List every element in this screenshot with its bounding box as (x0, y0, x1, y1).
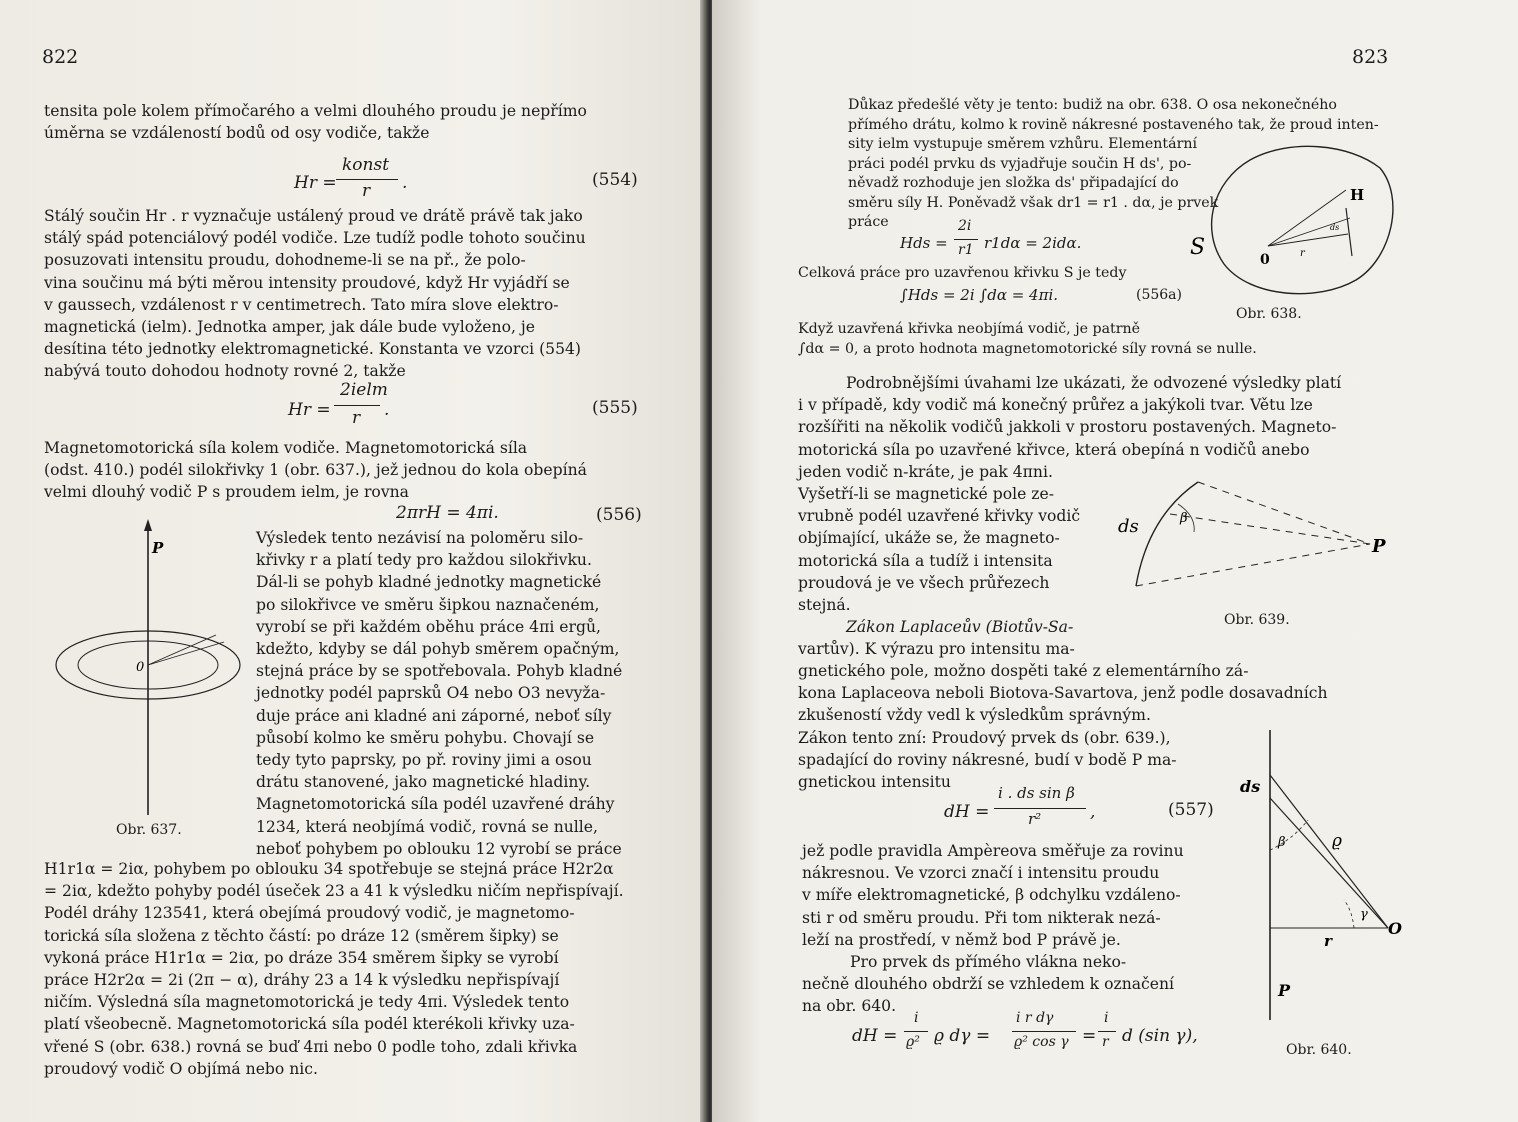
svg-text:0: 0 (1260, 252, 1270, 268)
closed-curve-S (1212, 146, 1393, 293)
page-number: 823 (1352, 46, 1389, 68)
svg-text:S: S (1190, 235, 1206, 260)
svg-text:ϱ: ϱ (1332, 831, 1342, 851)
paragraph: Celková práce pro uzavřenou křivku S je tedy (798, 265, 1127, 281)
svg-text:P: P (152, 539, 164, 557)
svg-text:H: H (1350, 186, 1365, 204)
svg-text:γ: γ (1360, 907, 1368, 922)
paragraph: Když uzavřená křivka neobjímá vodič, je patrně ∫dα = 0, a proto hodnota magnetomotorické síly rovná se nulle. (798, 321, 1257, 357)
paragraph: tensita pole kolem přímočarého a velmi dlouhého proudu je nepřímo úměrna se vzdáleností bodů od osy vodiče, takže (44, 102, 587, 143)
figure-638 (1190, 138, 1400, 308)
svg-text:β: β (1278, 835, 1286, 850)
figure-caption: Obr. 637. (116, 822, 182, 838)
left-page: 822 tensita pole kolem přímočarého a velmi dlouhého proudu je nepřímo úměrna se vzdáleností bodů od osy vodiče, takže Hr = konst r . (554) Stálý součin Hr . r vyznačuje ustálený proud ve drátě právě tak jako stálý spád potenciálový podél vodiče. Lze tudíž podle tohoto součinu posuzovati intensitu proudu, dohodneme-li se na př., že polo- vina součinu má býti měrou intensity proudové, když Hr vyjádří se v gaussech, vzdálenost r v centimetrech. Tato míra slove elektro- magnetická (ielm). Jednotka amper, jak dále bude vyloženo, je desítina této jednotky elektromagnetické. Konstanta ve vzorci (554) nabývá touto dohodou hodnoty rovné 2, takže Hr = 2ielm r . (555) Magnetomotorická síla kolem vodiče. Magnetomotorická síla (odst. 410.) podél silokřivky 1 (obr. 637.), jež jednou do kola obepíná velmi dlouhý vodič P s proudem ielm, je rovna 2πrH = 4πi. (556) Výsledek tento nezávisí na poloměru silo- křivky r a platí tedy pro každou silokřivku. Dál-li se pohyb kladné jednotky magnetické po silokřivce ve směru šipkou naznačeném, vyrobí se při každém oběhu práce 4πi ergů, kdežto, kdyby se dál pohyb směrem opačným, stejná práce by se spotřebovala. Pohyb kladné jednotky podél paprsků O4 nebo O3 nevyža- duje práce ani kladné ani záporné, neboť síly působí kolmo ke směru pohybu. Chovají se tedy tyto paprsky, po př. roviny jimi a osou drátu stanovené, jako magnetické hladiny. Magnetomotorická síla podél uzavřené dráhy 1234, která neobjímá vodič, rovná se nulle, neboť pohybem po oblouku 12 vyrobí se práce H1r1α = 2iα, pohybem po oblouku 34 spotřebuje se stejná práce H2r2α = 2iα, kdežto pohyby podél úseček 23 a 41 k výsledku ničím nepřispívají. Podél dráhy 123541, která obejímá proudový vodič, je magnetomo- torická síla složena z těchto částí: po dráze 12 (směrem šipky) se vykoná práce H1r1α = 2iα, po dráze 354 směrem šipky se vyrobí práce H2r2α = 2i (2π − α), dráhy 23 a 14 k výsledku nepřispívají ničím. Výsledná síla magnetomotorická je tedy 4πi. Výsledek tento platí všeobecně. Magnetomotorická síla podél kterékoli křivky uza- vřené S (obr. 638.) rovná se buď 4πi nebo 0 podle toho, zdali křivka proudový vodič O objímá nebo nic. P 0 Obr. 637. (0, 0, 706, 1122)
right-page: 823 Důkaz předešlé věty je tento: budiž na obr. 638. O osa nekonečného přímého drátu, kolmo k rovině nákresné postaveného tak, že proud inten- sity ielm vystupuje směrem vzhůru. Elementární práci podél prvku ds vyjadřuje součin H ds', po- něvadž rozhoduje jen složka ds' připadající do směru síly H. Poněvadž však dr1 = r1 . dα, je prvek práce Hds = 2i r1 r1dα = 2idα. Celková práce pro uzavřenou křivku S je tedy ∫Hds = 2i ∫dα = 4πi. (556a) Když uzavřená křivka neobjímá vodič, je patrně ∫dα = 0, a proto hodnota magnetomotorické síly rovná se nulle. S 0 H r ds Obr. 638. Podrobnějšími úvahami lze ukázati, že odvozené výsledky platí i v případě, kdy vodič má konečný průřez a jakýkoli tvar. Větu lze rozšířiti na několik vodičů jakkoli v prostoru postavených. Magneto- motorická síla po uzavřené křivce, která obepíná n vodičů anebo jeden vodič n-kráte, je pak 4πni. Vyšetří-li se magnetické pole ze- vrubně podél uzavřené křivky vodič objímající, ukáže se, že magneto- motorická síla a tudíž i intensita proudová je ve všech průřezech stejná. Zákon Laplaceův (Biotův-Sa- vartův). K výrazu pro intensitu ma- ds β P Obr. 639. gnetického pole, možno dospěti také z elementárního zá- kona Laplaceova neboli Biotova-Savartova, jenž podle dosavadních zkušeností vždy vedl k výsledkům správným. Zákon tento zní: Proudový prvek ds (obr. 639.), spadající do roviny nákresné, budí v bodě P ma- gnetickou intensitu dH = i . ds sin β r² , (557) jež podle pravidla Ampèreova směřuje za rovinu nákresnou. Ve vzorci značí i intensitu proudu v míře elektromagnetické, β odchylku vzdáleno- sti r od směru proudu. Při tom nikterak nezá- leží na prostředí, v němž bod P právě je. Pro prvek ds přímého vlákna neko- nečně dlouhého obdrží se vzhledem k označení na obr. 640. dH = i ϱ² ϱ dγ = i r dγ ϱ² cos γ = i r d (sin γ), ds β ϱ γ r O P Obr. 640. (712, 0, 1518, 1122)
figure-639 (1120, 474, 1400, 594)
paragraph: Výsledek tento nezávisí na poloměru silo- křivky r a platí tedy pro každou silokřivku. Dál-li se pohyb kladné jednotky magnetické po silokřivce ve směru šipkou naznačeném, vyrobí se při každém oběhu práce 4πi ergů, kdežto, kdyby se dál pohyb směrem opačným, stejná práce by se spotřebovala. Pohyb kladné jednotky podél paprsků O4 nebo O3 nevyža- duje práce ani kladné ani záporné, neboť síly působí kolmo ke směru pohybu. Chovají se tedy tyto paprsky, po př. roviny jimi a osou drátu stanovené, jako magnetické hladiny. Magnetomotorická síla podél uzavřené dráhy 1234, která neobjímá vodič, rovná se nulle, neboť pohybem po oblouku 12 vyrobí se práce (256, 529, 623, 858)
paragraph: Magnetomotorická síla kolem vodiče. Magnetomotorická síla (odst. 410.) podél silokřivky 1 (obr. 637.), jež jednou do kola obepíná velmi dlouhý vodič P s proudem ielm, je rovna (44, 439, 587, 502)
figure-637 (40, 515, 250, 835)
page-number: 822 (42, 46, 79, 68)
figure-640 (1240, 720, 1410, 1030)
paragraph: gnetického pole, možno dospěti také z elementárního zá- kona Laplaceova neboli Biotova-Savartova, jenž podle dosavadních zkušeností vždy vedl k výsledkům správným. Zákon tento zní: Proudový prvek ds (obr. 639.), spadající do roviny nákresné, budí v bodě P ma- gnetickou intensitu (798, 662, 1328, 792)
svg-text:ds: ds (1330, 223, 1340, 232)
svg-text:r: r (1300, 248, 1305, 259)
paragraph: Vyšetří-li se magnetické pole ze- vrubně podél uzavřené křivky vodič objímající, ukáže se, že magneto- motorická síla a tudíž i intensita proudová je ve všech průřezech stejná. Zákon Laplaceův (Biotův-Sa- vartův). K výrazu pro intensitu ma- (798, 485, 1081, 659)
svg-text:0: 0 (136, 660, 145, 675)
paragraph: Důkaz předešlé věty je tento: budiž na obr. 638. O osa nekonečného přímého drátu, kolmo k rovině nákresné postaveného tak, že proud inten- sity ielm vystupuje směrem vzhůru. Elementární práci podél prvku ds vyjadřuje součin H ds', po- něvadž rozhoduje jen složka ds' připadající do směru síly H. Poněvadž však dr1 = r1 . dα, je prvek práce (848, 97, 1379, 230)
paragraph: H1r1α = 2iα, pohybem po oblouku 34 spotřebuje se stejná práce H2r2α = 2iα, kdežto pohyby podél úseček 23 a 41 k výsledku ničím nepřispívají. Podél dráhy 123541, která obejímá proudový vodič, je magnetomo- torická síla složena z těchto částí: po dráze 12 (směrem šipky) se vykoná práce H1r1α = 2iα, po dráze 354 směrem šipky se vyrobí práce H2r2α = 2i (2π − α), dráhy 23 a 14 k výsledku nepřispívají ničím. Výsledná síla magnetomotorická je tedy 4πi. Výsledek tento platí všeobecně. Magnetomotorická síla podél kterékoli křivky uza- vřené S (obr. 638.) rovná se buď 4πi nebo 0 podle toho, zdali křivka proudový vodič O objímá nebo nic. (44, 860, 624, 1078)
svg-text:r: r (1324, 932, 1332, 950)
svg-text:P: P (1278, 981, 1291, 1000)
svg-text:O: O (1388, 919, 1402, 938)
figure-caption: Obr. 638. (1236, 306, 1302, 322)
current-element-ds (1136, 482, 1198, 586)
figure-caption: Obr. 639. (1224, 612, 1290, 628)
paragraph: Podrobnějšími úvahami lze ukázati, že odvozené výsledky platí i v případě, kdy vodič má konečný průřez a jakýkoli tvar. Větu lze rozšířiti na několik vodičů jakkoli v prostoru postavených. Magneto- motorická síla po uzavřené křivce, která obepíná n vodičů anebo jeden vodič n-kráte, je pak 4πni. (798, 374, 1342, 481)
svg-text:ds: ds (1118, 516, 1139, 537)
arrow-up-icon (144, 519, 152, 531)
paragraph: Stálý součin Hr . r vyznačuje ustálený proud ve drátě právě tak jako stálý spád potenciálový podél vodiče. Lze tudíž podle tohoto součinu posuzovati intensitu proudu, dohodneme-li se na př., že polo- vina součinu má býti měrou intensity proudové, když Hr vyjádří se v gaussech, vzdálenost r v centimetrech. Tato míra slove elektro- magnetická (ielm). Jednotka amper, jak dále bude vyloženo, je desítina této jednotky elektromagnetické. Konstanta ve vzorci (554) nabývá touto dohodou hodnoty rovné 2, takže (44, 207, 586, 381)
svg-text:β: β (1180, 511, 1188, 526)
svg-text:P: P (1372, 536, 1386, 557)
figure-caption: Obr. 640. (1286, 1042, 1352, 1058)
svg-text:ds: ds (1240, 777, 1261, 796)
paragraph: jež podle pravidla Ampèreova směřuje za rovinu nákresnou. Ve vzorci značí i intensitu proudu v míře elektromagnetické, β odchylku vzdáleno- sti r od směru proudu. Při tom nikterak nezá- leží na prostředí, v němž bod P právě je. Pro prvek ds přímého vlákna neko- nečně dlouhého obdrží se vzhledem k označení na obr. 640. (802, 842, 1184, 1016)
